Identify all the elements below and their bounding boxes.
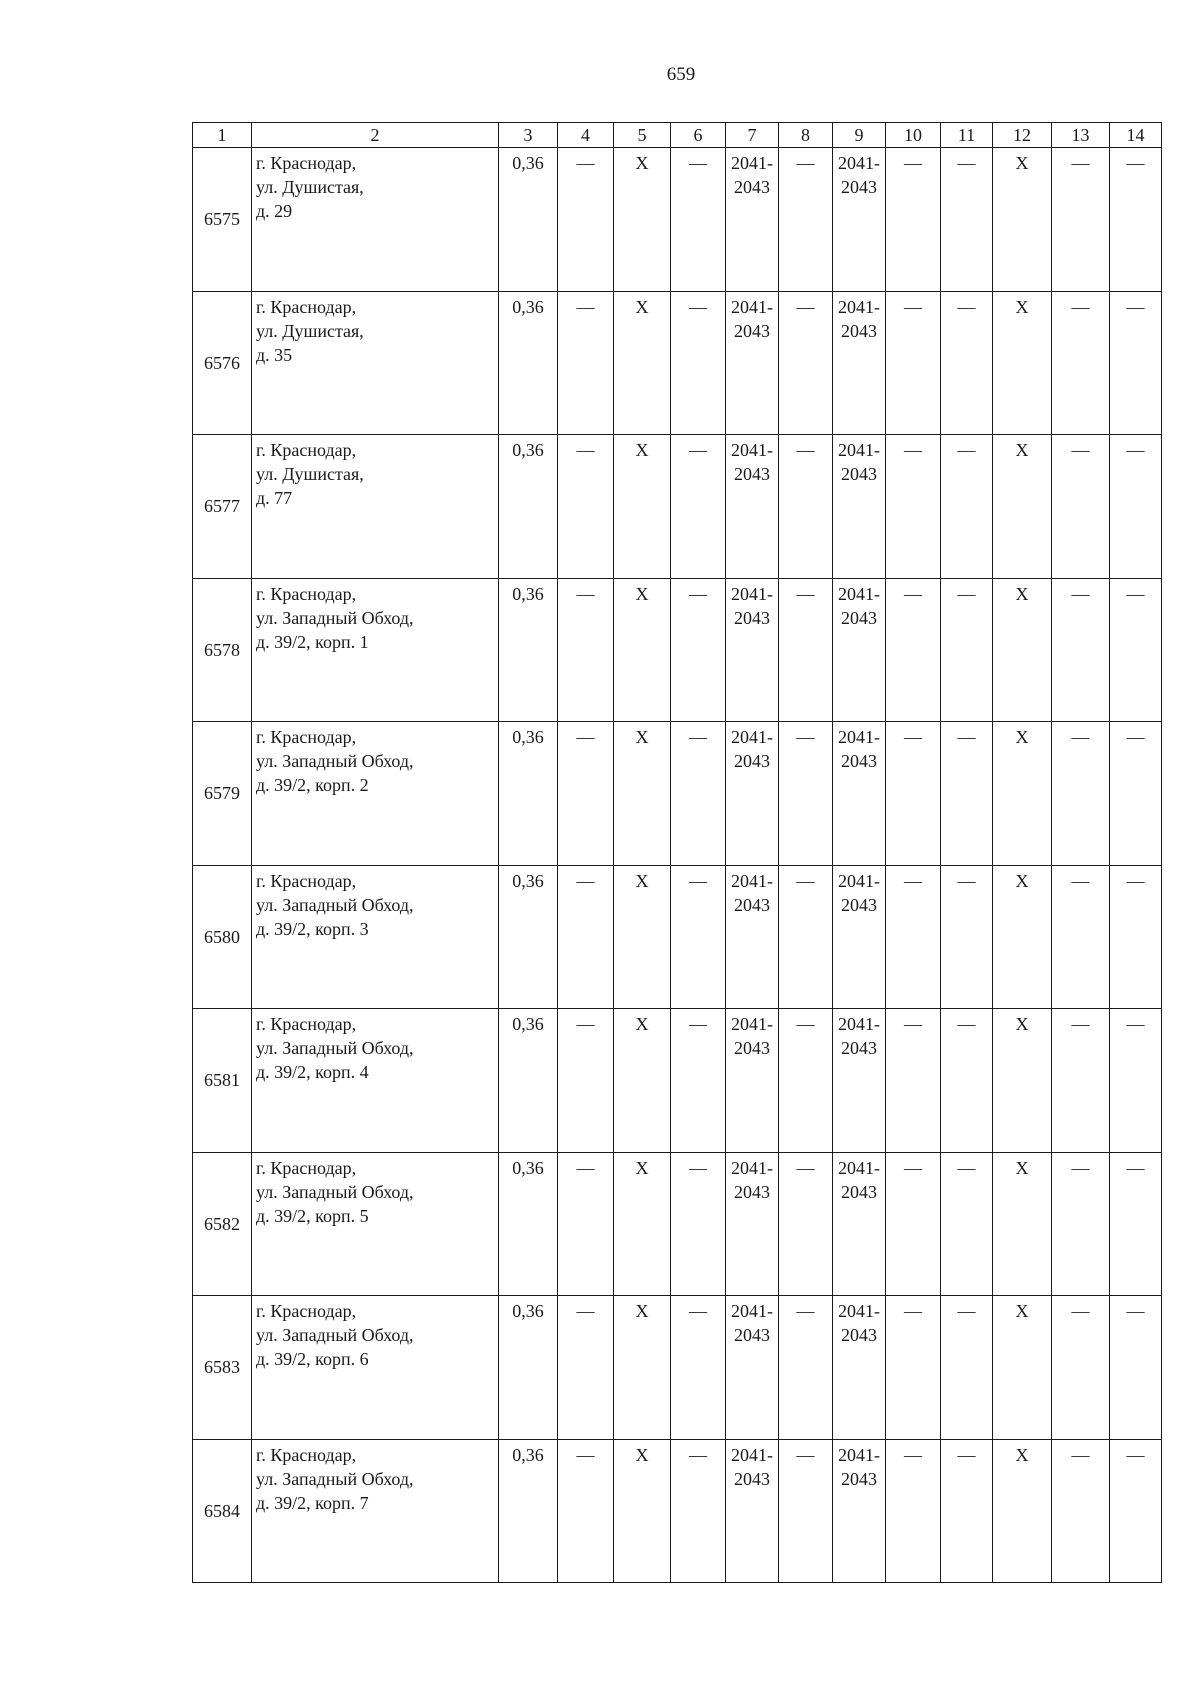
- cell-col-10: —: [886, 1152, 941, 1296]
- cell-col-5: X: [614, 291, 671, 435]
- address-line: ул. Западный Обход,: [256, 1038, 414, 1058]
- period-line: 2041-: [731, 1444, 773, 1465]
- cell-col-12: X: [993, 1152, 1052, 1296]
- row-number: 6580: [193, 865, 252, 1009]
- cell-col-4: —: [558, 1439, 614, 1583]
- cell-col-12: X: [993, 722, 1052, 866]
- cell-col-8: —: [779, 865, 833, 1009]
- address-cell: [252, 1439, 499, 1583]
- address-line: г. Краснодар,: [256, 1014, 357, 1034]
- cell-col-7: [726, 1152, 779, 1296]
- address-cell: [252, 1152, 499, 1296]
- column-header: 7: [726, 123, 779, 148]
- cell-col-10: —: [886, 291, 941, 435]
- row-number: 6583: [193, 1296, 252, 1440]
- cell-col-3: 0,36: [499, 148, 558, 292]
- period-line: 2041-: [838, 296, 880, 317]
- address-cell: [252, 865, 499, 1009]
- cell-col-14: —: [1110, 1152, 1162, 1296]
- cell-col-14: —: [1110, 435, 1162, 579]
- cell-col-9: [833, 578, 886, 722]
- address-cell: [252, 1009, 499, 1153]
- row-number: 6584: [193, 1439, 252, 1583]
- cell-col-13: —: [1052, 722, 1110, 866]
- column-header: 10: [886, 123, 941, 148]
- period-line: 2041-: [838, 153, 880, 173]
- address-line: ул. Западный Обход,: [256, 751, 414, 771]
- address-line: ул. Душистая,: [256, 177, 364, 197]
- row-number: 6576: [193, 291, 252, 435]
- cell-col-9: [833, 435, 886, 579]
- cell-col-7: [726, 1439, 779, 1583]
- cell-col-11: —: [941, 1009, 993, 1153]
- cell-col-3: 0,36: [499, 722, 558, 866]
- table-row: [193, 865, 1162, 1009]
- cell-col-11: —: [941, 722, 993, 866]
- cell-col-10: —: [886, 722, 941, 866]
- cell-col-12: X: [993, 865, 1052, 1009]
- period-line: 2041-: [731, 1157, 773, 1178]
- row-number: 6575: [193, 148, 252, 292]
- cell-col-13: —: [1052, 1439, 1110, 1583]
- cell-col-9: [833, 722, 886, 866]
- address-line: д. 39/2, корп. 3: [256, 918, 369, 939]
- period-line: 2043: [841, 320, 877, 341]
- column-header: 6: [671, 123, 726, 148]
- cell-col-11: —: [941, 291, 993, 435]
- cell-col-4: —: [558, 291, 614, 435]
- cell-col-6: —: [671, 291, 726, 435]
- cell-col-5: X: [614, 865, 671, 1009]
- address-line: г. Краснодар,: [256, 153, 357, 173]
- table-row: [193, 1439, 1162, 1583]
- address-cell: [252, 722, 499, 866]
- cell-col-3: 0,36: [499, 291, 558, 435]
- cell-col-13: —: [1052, 1009, 1110, 1153]
- table-row: [193, 578, 1162, 722]
- column-header: 4: [558, 123, 614, 148]
- address-line: д. 29: [256, 201, 293, 221]
- cell-col-10: —: [886, 865, 941, 1009]
- table-row: [193, 1296, 1162, 1440]
- address-line: д. 39/2, корп. 1: [256, 631, 369, 652]
- address-cell: [252, 435, 499, 579]
- address-line: г. Краснодар,: [256, 870, 357, 891]
- address-line: д. 39/2, корп. 4: [256, 1062, 369, 1082]
- address-line: д. 39/2, корп. 5: [256, 1205, 369, 1226]
- page-number: 659: [666, 64, 696, 85]
- period-line: 2041-: [838, 727, 880, 747]
- cell-col-7: [726, 435, 779, 579]
- cell-col-14: —: [1110, 578, 1162, 722]
- cell-col-11: —: [941, 1439, 993, 1583]
- cell-col-11: —: [941, 1296, 993, 1440]
- cell-col-10: —: [886, 1009, 941, 1153]
- cell-col-8: —: [779, 1439, 833, 1583]
- cell-col-5: X: [614, 435, 671, 579]
- period-line: 2041-: [838, 440, 880, 460]
- table-body: [193, 148, 1162, 1583]
- cell-col-12: X: [993, 435, 1052, 579]
- column-header: 14: [1110, 123, 1162, 148]
- header-row: [193, 123, 1162, 148]
- cell-col-11: —: [941, 865, 993, 1009]
- period-line: 2043: [841, 1038, 877, 1058]
- period-line: 2043: [841, 607, 877, 628]
- column-header: 12: [993, 123, 1052, 148]
- address-line: ул. Душистая,: [256, 320, 364, 341]
- address-line: г. Краснодар,: [256, 440, 357, 460]
- cell-col-10: —: [886, 435, 941, 579]
- address-line: д. 77: [256, 488, 293, 508]
- period-line: 2043: [841, 894, 877, 915]
- row-number: 6579: [193, 722, 252, 866]
- cell-col-6: —: [671, 1296, 726, 1440]
- cell-col-13: —: [1052, 1296, 1110, 1440]
- cell-col-11: —: [941, 1152, 993, 1296]
- cell-col-13: —: [1052, 578, 1110, 722]
- cell-col-6: —: [671, 578, 726, 722]
- period-line: 2043: [734, 464, 770, 484]
- cell-col-14: —: [1110, 148, 1162, 292]
- cell-col-4: —: [558, 1152, 614, 1296]
- cell-col-7: [726, 148, 779, 292]
- period-line: 2043: [734, 894, 770, 915]
- row-number: 6578: [193, 578, 252, 722]
- column-header: 2: [252, 123, 499, 148]
- cell-col-13: —: [1052, 148, 1110, 292]
- cell-col-8: —: [779, 578, 833, 722]
- cell-col-10: —: [886, 1296, 941, 1440]
- cell-col-8: —: [779, 148, 833, 292]
- period-line: 2043: [734, 320, 770, 341]
- address-line: ул. Душистая,: [256, 464, 364, 484]
- cell-col-3: 0,36: [499, 578, 558, 722]
- cell-col-9: [833, 1439, 886, 1583]
- cell-col-7: [726, 1009, 779, 1153]
- cell-col-8: —: [779, 1009, 833, 1153]
- cell-col-3: 0,36: [499, 1009, 558, 1153]
- cell-col-6: —: [671, 435, 726, 579]
- period-line: 2041-: [731, 1301, 773, 1321]
- address-line: г. Краснодар,: [256, 583, 357, 604]
- cell-col-5: X: [614, 722, 671, 866]
- cell-col-7: [726, 722, 779, 866]
- cell-col-8: —: [779, 435, 833, 579]
- period-line: 2041-: [731, 296, 773, 317]
- cell-col-5: X: [614, 1009, 671, 1153]
- period-line: 2041-: [838, 1014, 880, 1034]
- address-cell: [252, 148, 499, 292]
- cell-col-13: —: [1052, 1152, 1110, 1296]
- address-line: г. Краснодар,: [256, 1157, 357, 1178]
- cell-col-11: —: [941, 148, 993, 292]
- cell-col-12: X: [993, 1439, 1052, 1583]
- cell-col-9: [833, 1152, 886, 1296]
- cell-col-7: [726, 291, 779, 435]
- cell-col-4: —: [558, 435, 614, 579]
- cell-col-14: —: [1110, 1009, 1162, 1153]
- cell-col-7: [726, 865, 779, 1009]
- cell-col-13: —: [1052, 865, 1110, 1009]
- column-header: 13: [1052, 123, 1110, 148]
- cell-col-4: —: [558, 1296, 614, 1440]
- address-line: г. Краснодар,: [256, 727, 357, 747]
- cell-col-14: —: [1110, 291, 1162, 435]
- cell-col-8: —: [779, 1296, 833, 1440]
- period-line: 2041-: [838, 583, 880, 604]
- cell-col-6: —: [671, 865, 726, 1009]
- address-line: д. 39/2, корп. 6: [256, 1349, 369, 1369]
- period-line: 2043: [841, 177, 877, 197]
- cell-col-6: —: [671, 148, 726, 292]
- table-row: [193, 1009, 1162, 1153]
- period-line: 2041-: [838, 1301, 880, 1321]
- cell-col-9: [833, 1009, 886, 1153]
- cell-col-10: —: [886, 578, 941, 722]
- address-line: д. 39/2, корп. 2: [256, 775, 369, 795]
- cell-col-5: X: [614, 1296, 671, 1440]
- period-line: 2043: [734, 1038, 770, 1058]
- cell-col-11: —: [941, 578, 993, 722]
- period-line: 2043: [734, 607, 770, 628]
- cell-col-3: 0,36: [499, 1439, 558, 1583]
- cell-col-6: —: [671, 1152, 726, 1296]
- period-line: 2041-: [731, 1014, 773, 1034]
- period-line: 2041-: [838, 1157, 880, 1178]
- period-line: 2043: [734, 751, 770, 771]
- cell-col-9: [833, 1296, 886, 1440]
- period-line: 2043: [734, 1468, 770, 1489]
- period-line: 2041-: [838, 1444, 880, 1465]
- period-line: 2041-: [731, 440, 773, 460]
- period-line: 2043: [841, 1468, 877, 1489]
- table-row: [193, 148, 1162, 292]
- address-line: д. 35: [256, 344, 293, 365]
- period-line: 2043: [734, 177, 770, 197]
- cell-col-14: —: [1110, 722, 1162, 866]
- column-header: 1: [193, 123, 252, 148]
- cell-col-14: —: [1110, 1296, 1162, 1440]
- address-line: ул. Западный Обход,: [256, 1468, 414, 1489]
- table-row: [193, 435, 1162, 579]
- cell-col-8: —: [779, 722, 833, 866]
- cell-col-4: —: [558, 578, 614, 722]
- registry-table: [192, 122, 1162, 1583]
- period-line: 2041-: [731, 870, 773, 891]
- cell-col-4: —: [558, 722, 614, 866]
- cell-col-5: X: [614, 578, 671, 722]
- period-line: 2043: [841, 464, 877, 484]
- row-number: 6581: [193, 1009, 252, 1153]
- period-line: 2041-: [731, 727, 773, 747]
- cell-col-3: 0,36: [499, 865, 558, 1009]
- cell-col-4: —: [558, 865, 614, 1009]
- period-line: 2043: [734, 1325, 770, 1345]
- cell-col-9: [833, 291, 886, 435]
- period-line: 2043: [841, 1325, 877, 1345]
- cell-col-8: —: [779, 291, 833, 435]
- cell-col-14: —: [1110, 865, 1162, 1009]
- cell-col-9: [833, 865, 886, 1009]
- cell-col-4: —: [558, 1009, 614, 1153]
- address-cell: [252, 1296, 499, 1440]
- address-line: г. Краснодар,: [256, 1444, 357, 1465]
- table-row: [193, 722, 1162, 866]
- cell-col-13: —: [1052, 291, 1110, 435]
- period-line: 2041-: [731, 583, 773, 604]
- address-line: ул. Западный Обход,: [256, 607, 414, 628]
- table-row: [193, 1152, 1162, 1296]
- cell-col-7: [726, 578, 779, 722]
- cell-col-4: —: [558, 148, 614, 292]
- period-line: 2041-: [731, 153, 773, 173]
- cell-col-12: X: [993, 291, 1052, 435]
- period-line: 2041-: [838, 870, 880, 891]
- cell-col-13: —: [1052, 435, 1110, 579]
- address-cell: [252, 291, 499, 435]
- row-number: 6577: [193, 435, 252, 579]
- column-header: 11: [941, 123, 993, 148]
- address-line: ул. Западный Обход,: [256, 894, 414, 915]
- address-line: ул. Западный Обход,: [256, 1181, 414, 1202]
- cell-col-6: —: [671, 1439, 726, 1583]
- column-header: 5: [614, 123, 671, 148]
- period-line: 2043: [734, 1181, 770, 1202]
- address-cell: [252, 578, 499, 722]
- cell-col-3: 0,36: [499, 435, 558, 579]
- address-line: ул. Западный Обход,: [256, 1325, 414, 1345]
- cell-col-10: —: [886, 1439, 941, 1583]
- cell-col-9: [833, 148, 886, 292]
- cell-col-14: —: [1110, 1439, 1162, 1583]
- cell-col-3: 0,36: [499, 1296, 558, 1440]
- cell-col-5: X: [614, 148, 671, 292]
- cell-col-7: [726, 1296, 779, 1440]
- column-header: 9: [833, 123, 886, 148]
- cell-col-5: X: [614, 1439, 671, 1583]
- table-row: [193, 291, 1162, 435]
- period-line: 2043: [841, 1181, 877, 1202]
- column-header: 3: [499, 123, 558, 148]
- column-header: 8: [779, 123, 833, 148]
- address-line: г. Краснодар,: [256, 1301, 357, 1321]
- cell-col-8: —: [779, 1152, 833, 1296]
- cell-col-6: —: [671, 1009, 726, 1153]
- cell-col-12: X: [993, 148, 1052, 292]
- address-line: г. Краснодар,: [256, 296, 357, 317]
- period-line: 2043: [841, 751, 877, 771]
- cell-col-12: X: [993, 1296, 1052, 1440]
- cell-col-12: X: [993, 578, 1052, 722]
- cell-col-6: —: [671, 722, 726, 866]
- cell-col-10: —: [886, 148, 941, 292]
- row-number: 6582: [193, 1152, 252, 1296]
- address-line: д. 39/2, корп. 7: [256, 1492, 369, 1513]
- cell-col-5: X: [614, 1152, 671, 1296]
- cell-col-12: X: [993, 1009, 1052, 1153]
- cell-col-3: 0,36: [499, 1152, 558, 1296]
- cell-col-11: —: [941, 435, 993, 579]
